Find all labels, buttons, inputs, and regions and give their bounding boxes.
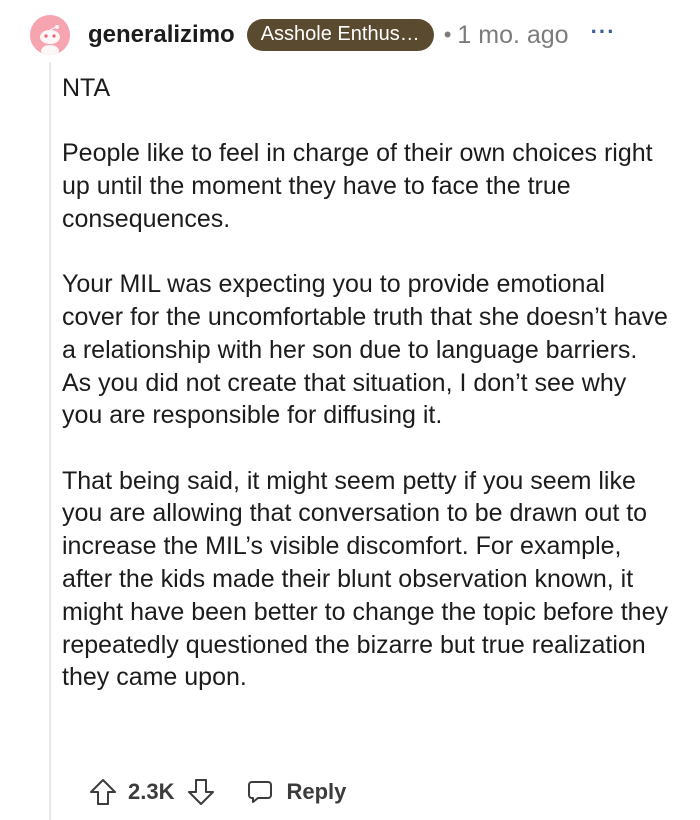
user-flair: Asshole Enthus… [247,19,434,51]
username[interactable]: generalizimo [88,21,235,48]
comment-paragraph: People like to feel in charge of their own choices right up until the moment they have to face the true consequences. [62,139,653,233]
comment-actions [88,772,346,812]
comment-body [62,72,672,694]
more-options-button[interactable]: ··· [590,19,616,44]
arrow-up-icon [88,777,118,807]
separator-dot: • [443,22,452,47]
timestamp[interactable]: 1 mo. ago [457,20,569,49]
downvote-button[interactable] [186,777,216,807]
comment-paragraph: NTA [62,74,111,102]
speech-bubble-icon [246,778,274,806]
reply-button[interactable] [246,778,346,806]
snoo-avatar-icon [30,15,70,55]
comment-paragraph: That being said, it might seem petty if you seem like you are allowing that conversation to be drawn out to increase the MIL’s visible discomfort. For example, after the kids made their blunt observation known, it might have been better to change the topic before they repeatedly questioned the bizarre but true realization they came upon. [62,466,668,692]
vote-score: 2.3K [128,779,175,804]
thread-line[interactable] [49,62,51,820]
comment-paragraph: Your MIL was expecting you to provide emotional cover for the uncomfortable truth that she doesn’t have a relationship with her son due to language barriers. As you did not create that situation, I don’t see why you are responsible for diffusing it. [62,270,668,430]
comment-header [30,12,616,58]
avatar[interactable] [30,15,70,55]
upvote-button[interactable] [88,777,118,807]
reply-label: Reply [286,779,347,804]
arrow-down-icon [186,777,216,807]
